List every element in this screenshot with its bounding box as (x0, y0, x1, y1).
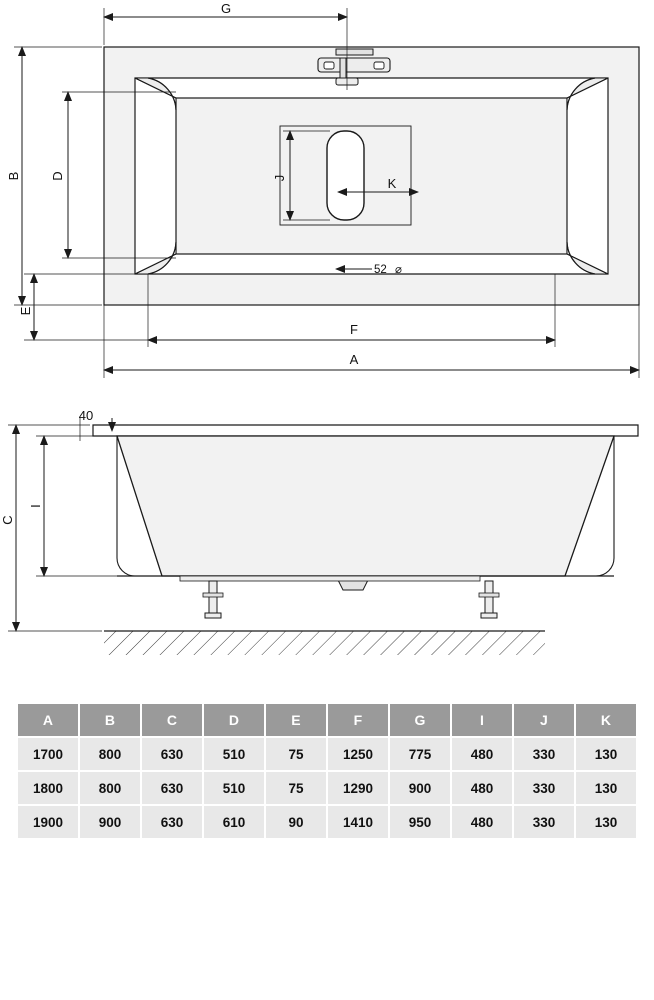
table-cell: 1800 (18, 772, 78, 804)
table-header-cell: A (18, 704, 78, 736)
table-cell: 330 (514, 738, 574, 770)
table-header-cell: D (204, 704, 264, 736)
table-cell: 330 (514, 772, 574, 804)
dim-label-b: B (6, 171, 21, 181)
table-cell: 630 (142, 772, 202, 804)
table-cell: 950 (390, 806, 450, 838)
table-cell: 480 (452, 772, 512, 804)
leg-right (479, 581, 499, 618)
table-header-cell: C (142, 704, 202, 736)
table-cell: 630 (142, 806, 202, 838)
drain-diameter-symbol: ⌀ (395, 264, 402, 276)
table-cell: 510 (204, 738, 264, 770)
dim-label-i: I (28, 504, 43, 508)
table-cell: 330 (514, 806, 574, 838)
table-cell: 1700 (18, 738, 78, 770)
table-row (18, 738, 636, 770)
tub-body-section (117, 436, 614, 576)
table-cell: 610 (204, 806, 264, 838)
table-cell: 1900 (18, 806, 78, 838)
table-header-cell: F (328, 704, 388, 736)
table-cell: 1250 (328, 738, 388, 770)
dim-label-j: J (272, 174, 287, 182)
floor-hatching (104, 631, 545, 655)
table-cell: 900 (390, 772, 450, 804)
table-cell: 75 (266, 772, 326, 804)
table-header-cell: I (452, 704, 512, 736)
support-rail (180, 576, 480, 581)
table-cell: 130 (576, 738, 636, 770)
table-cell: 510 (204, 772, 264, 804)
dim-label-g: G (220, 1, 232, 16)
table-row (18, 806, 636, 838)
table-cell: 775 (390, 738, 450, 770)
table-cell: 75 (266, 738, 326, 770)
table-cell: 1290 (328, 772, 388, 804)
table-header-row (18, 704, 636, 736)
table-cell: 800 (80, 738, 140, 770)
dim-label-a: A (349, 352, 359, 367)
drain-label: 52 (374, 264, 387, 276)
table-cell: 130 (576, 772, 636, 804)
dim-label-40: 40 (78, 408, 94, 423)
table-cell: 630 (142, 738, 202, 770)
table-cell: 900 (80, 806, 140, 838)
table-header-cell: K (576, 704, 636, 736)
leg-left (203, 581, 223, 618)
table-cell: 1410 (328, 806, 388, 838)
table-header-cell: J (514, 704, 574, 736)
dim-label-d: D (50, 171, 65, 181)
table-header-cell: G (390, 704, 450, 736)
table-header-cell: E (266, 704, 326, 736)
table-cell: 480 (452, 738, 512, 770)
table-cell: 480 (452, 806, 512, 838)
table-cell: 800 (80, 772, 140, 804)
tub-rim-section (93, 425, 638, 436)
waste-plate-outline (327, 131, 364, 220)
table-cell: 130 (576, 806, 636, 838)
spec-table-wrap (16, 702, 638, 840)
spec-table (16, 702, 638, 840)
side-view-group (0, 408, 638, 655)
dim-label-c: C (0, 515, 15, 525)
table-cell: 90 (266, 806, 326, 838)
dim-label-e: E (18, 306, 33, 316)
dim-label-k: K (387, 176, 397, 191)
top-view-group (6, 1, 639, 378)
table-header-cell: B (80, 704, 140, 736)
dim-label-f: F (350, 322, 358, 337)
table-row (18, 772, 636, 804)
tub-basin-plan (176, 98, 567, 254)
